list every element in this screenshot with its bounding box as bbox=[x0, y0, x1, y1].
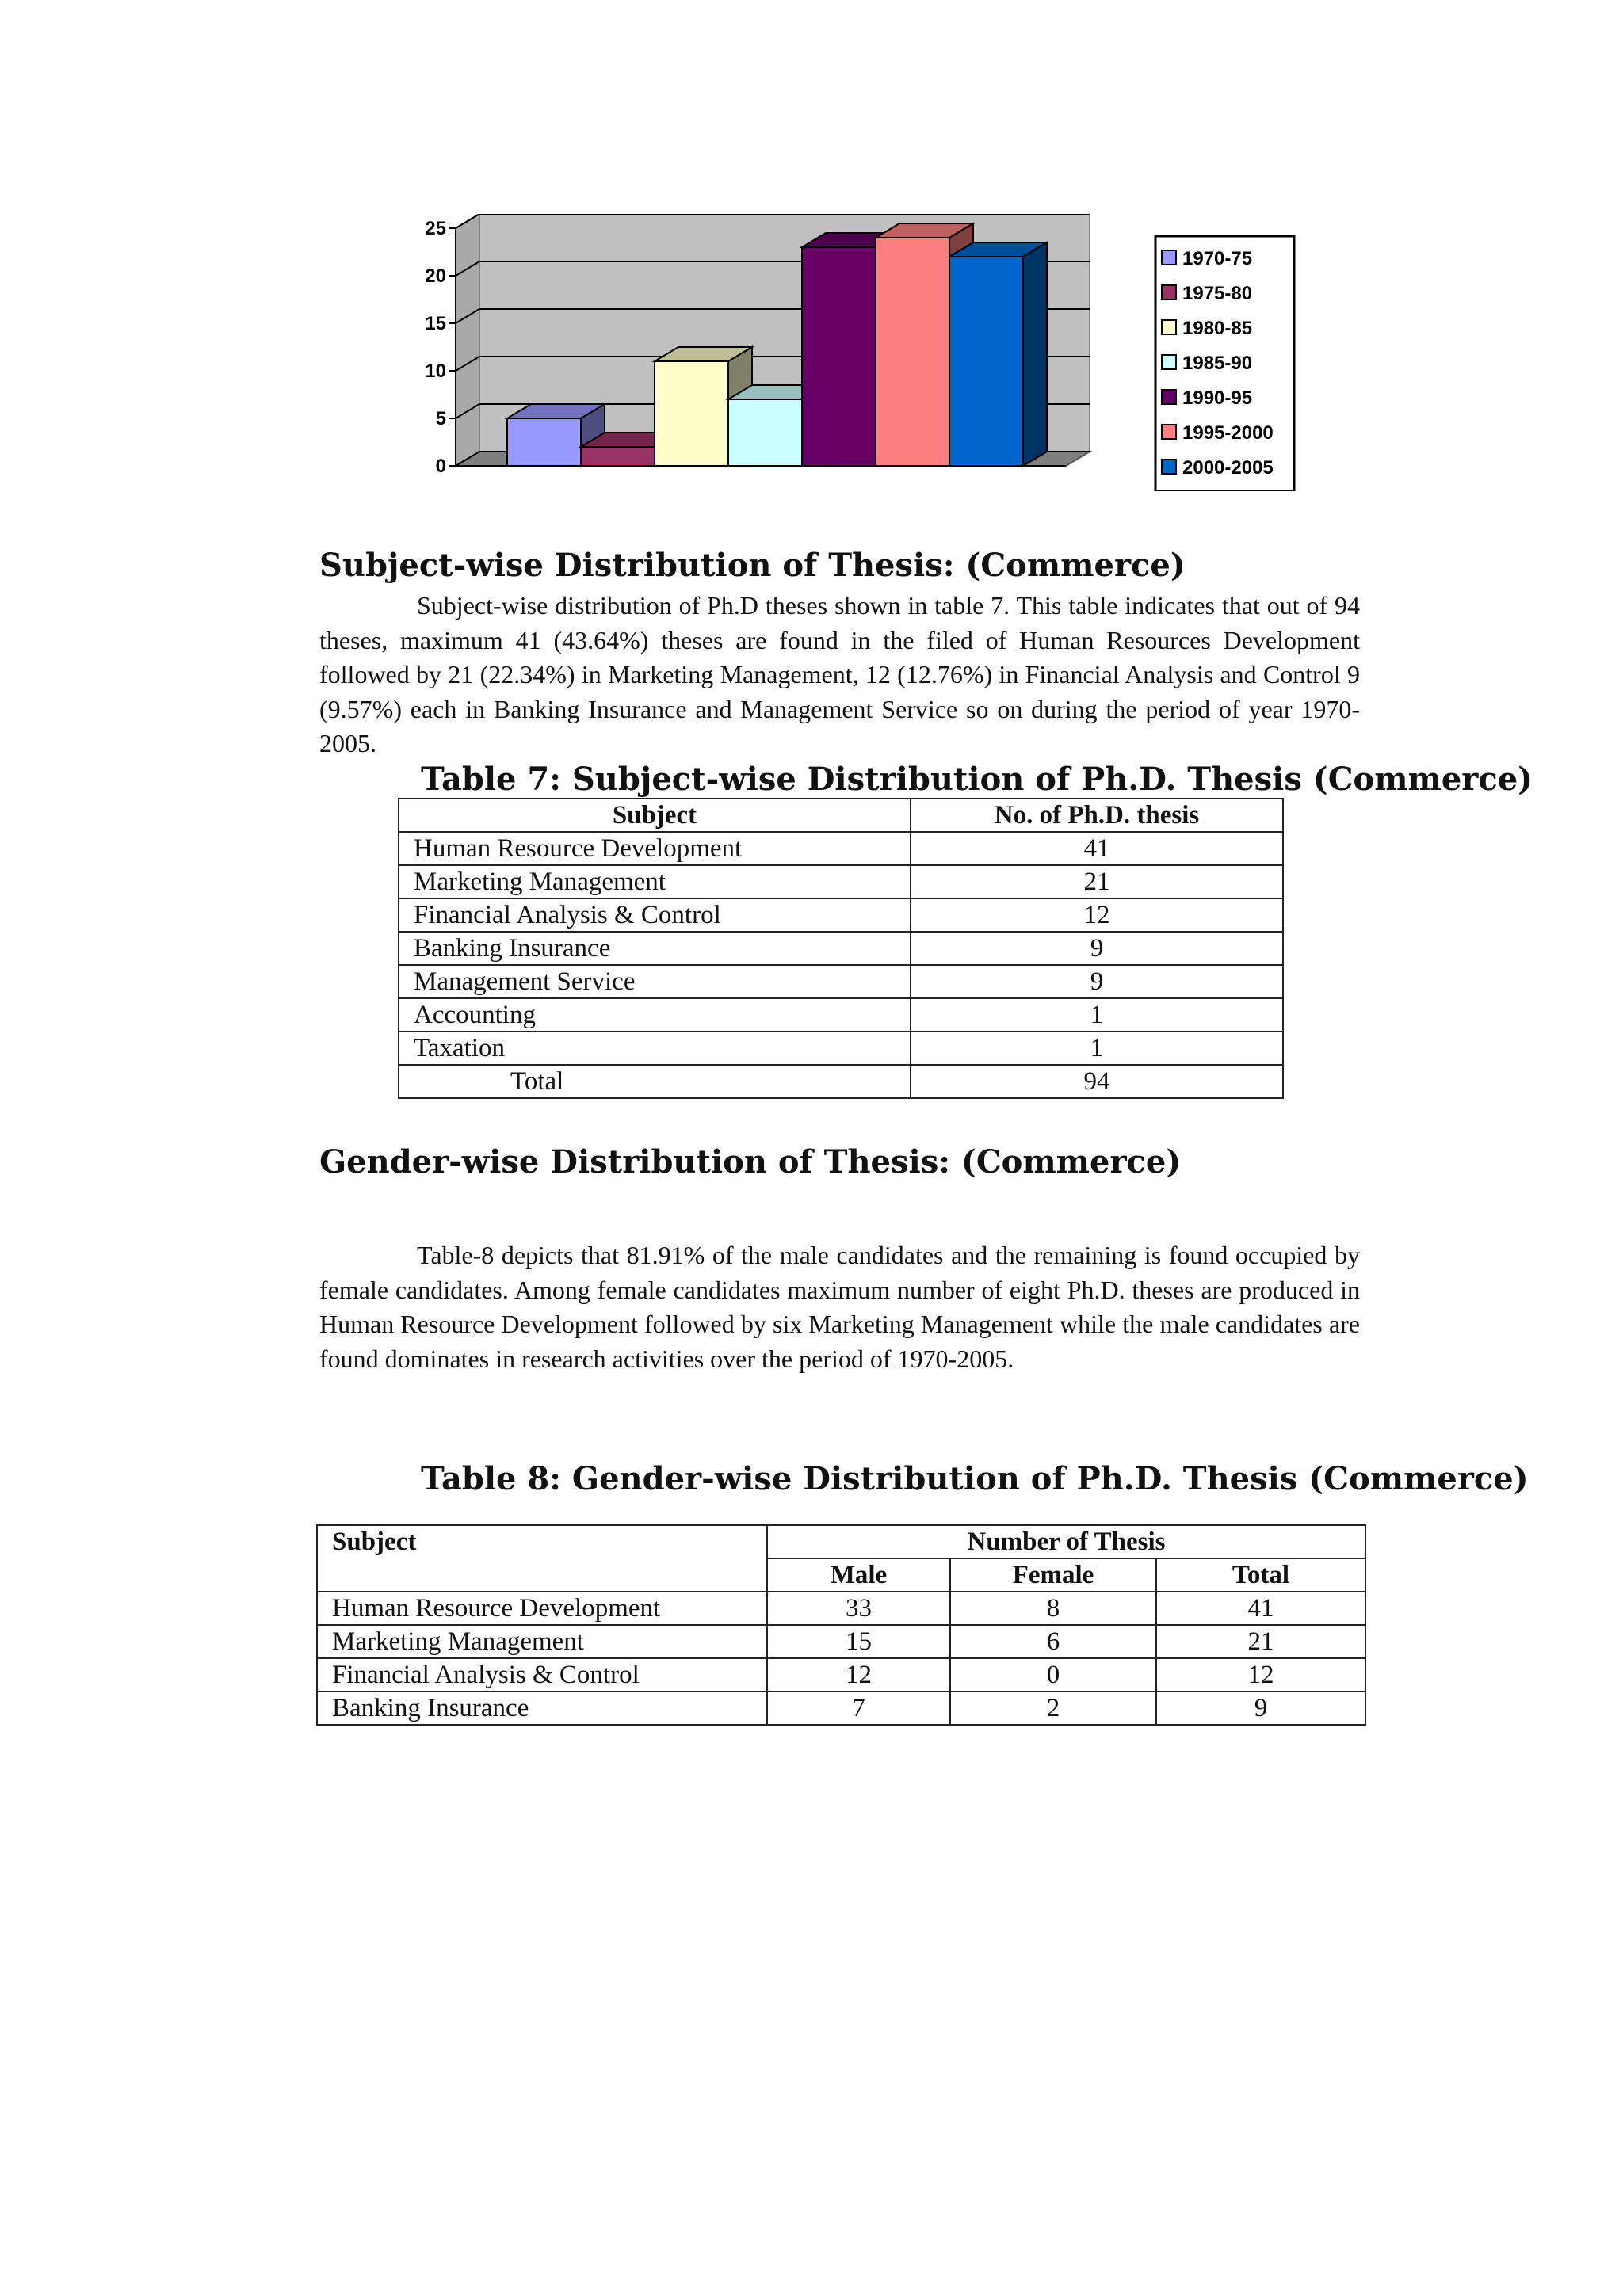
bar-chart bbox=[396, 214, 1316, 491]
bar-front bbox=[581, 447, 655, 466]
cell-total-label: Total bbox=[399, 1065, 911, 1098]
section-paragraph-gender-wise bbox=[319, 1238, 1360, 1376]
cell-male: 7 bbox=[767, 1691, 950, 1725]
cell-subject: Human Resource Development bbox=[317, 1592, 767, 1625]
cell-total: 12 bbox=[1156, 1658, 1365, 1691]
table-header-row bbox=[399, 799, 1283, 832]
column-header-female: Female bbox=[950, 1558, 1156, 1592]
cell-male: 12 bbox=[767, 1658, 950, 1691]
cell-total: 41 bbox=[1156, 1592, 1365, 1625]
legend-swatch bbox=[1162, 355, 1176, 369]
cell-count: 21 bbox=[911, 865, 1283, 898]
legend-label: 1995-2000 bbox=[1182, 422, 1274, 444]
cell-subject: Marketing Management bbox=[399, 865, 911, 898]
bar-side bbox=[1023, 242, 1047, 466]
chart-legend bbox=[1155, 236, 1294, 491]
legend-swatch bbox=[1162, 250, 1176, 265]
column-group-header: Number of Thesis bbox=[767, 1525, 1365, 1558]
legend-label: 1980-85 bbox=[1182, 318, 1253, 339]
table-row bbox=[399, 998, 1283, 1032]
legend-label: 2000-2005 bbox=[1182, 457, 1274, 479]
cell-subject: Human Resource Development bbox=[399, 832, 911, 865]
table-row bbox=[399, 1032, 1283, 1065]
bar-front bbox=[876, 238, 949, 466]
table-row bbox=[399, 865, 1283, 898]
cell-subject: Financial Analysis & Control bbox=[317, 1658, 767, 1691]
table-8 bbox=[316, 1524, 1366, 1726]
y-tick-label: 20 bbox=[425, 265, 446, 287]
table-7 bbox=[398, 798, 1284, 1099]
bar-front bbox=[802, 247, 876, 466]
legend-label: 1990-95 bbox=[1182, 387, 1253, 409]
legend-swatch bbox=[1162, 425, 1176, 439]
cell-subject: Banking Insurance bbox=[317, 1691, 767, 1725]
legend-label: 1975-80 bbox=[1182, 283, 1253, 304]
table-row bbox=[399, 898, 1283, 932]
cell-subject: Financial Analysis & Control bbox=[399, 898, 911, 932]
column-header-count: No. of Ph.D. thesis bbox=[911, 799, 1283, 832]
table-total-row bbox=[399, 1065, 1283, 1098]
paragraph-text: Subject-wise distribution of Ph.D theses shown in table 7. This table indicates that out of 94 theses, maximum 41 (43.64%) theses are found in the filed of Human Resources Development followed by 21 (22.34%) in Marketing Management, 12 (12.76%) in Financial Analysis and Control 9 (9.57%) each in Banking Insurance and Management Service so on during the period of year 1970-2005. bbox=[319, 591, 1360, 757]
cell-total: 9 bbox=[1156, 1691, 1365, 1725]
y-tick-label: 15 bbox=[425, 313, 446, 334]
cell-subject: Management Service bbox=[399, 965, 911, 998]
side-wall bbox=[456, 214, 479, 466]
table-row bbox=[317, 1691, 1365, 1725]
table-row bbox=[399, 832, 1283, 865]
cell-count: 41 bbox=[911, 832, 1283, 865]
cell-count: 1 bbox=[911, 1032, 1283, 1065]
cell-count: 1 bbox=[911, 998, 1283, 1032]
y-tick-label: 5 bbox=[435, 408, 446, 429]
cell-subject: Marketing Management bbox=[317, 1625, 767, 1658]
cell-male: 33 bbox=[767, 1592, 950, 1625]
cell-count: 9 bbox=[911, 932, 1283, 965]
section-heading-gender-wise: Gender-wise Distribution of Thesis: (Commerce) bbox=[319, 1143, 1182, 1180]
table-row bbox=[399, 932, 1283, 965]
bar-2000-2005 bbox=[949, 242, 1047, 466]
legend-label: 1985-90 bbox=[1182, 353, 1253, 374]
bar-front bbox=[507, 418, 581, 466]
cell-subject: Banking Insurance bbox=[399, 932, 911, 965]
column-header-subject: Subject bbox=[317, 1525, 767, 1592]
bar-front bbox=[655, 361, 728, 466]
y-tick-label: 25 bbox=[425, 218, 446, 239]
cell-female: 0 bbox=[950, 1658, 1156, 1691]
y-tick-label: 10 bbox=[425, 360, 446, 382]
paragraph-text: Table-8 depicts that 81.91% of the male candidates and the remaining is found occupied by female candidates. Among female candidates maximum number of eight Ph.D. theses are produced in Human Resource Development followed by six Marketing Management while the male candidates are found dominates in research activities over the period of 1970-2005. bbox=[319, 1241, 1360, 1373]
column-header-male: Male bbox=[767, 1558, 950, 1592]
legend-swatch bbox=[1162, 460, 1176, 474]
cell-female: 8 bbox=[950, 1592, 1156, 1625]
cell-male: 15 bbox=[767, 1625, 950, 1658]
table-row bbox=[317, 1592, 1365, 1625]
legend-swatch bbox=[1162, 320, 1176, 334]
cell-subject: Accounting bbox=[399, 998, 911, 1032]
column-header-total: Total bbox=[1156, 1558, 1365, 1592]
cell-female: 2 bbox=[950, 1691, 1156, 1725]
cell-count: 12 bbox=[911, 898, 1283, 932]
cell-count: 9 bbox=[911, 965, 1283, 998]
y-tick-label: 0 bbox=[435, 456, 446, 477]
legend-label: 1970-75 bbox=[1182, 248, 1253, 269]
table-row bbox=[317, 1658, 1365, 1691]
table-header-row bbox=[317, 1525, 1365, 1558]
legend-swatch bbox=[1162, 390, 1176, 404]
section-paragraph-subject-wise bbox=[319, 589, 1360, 761]
table-row bbox=[317, 1625, 1365, 1658]
bar-front bbox=[949, 257, 1023, 466]
cell-female: 6 bbox=[950, 1625, 1156, 1658]
bar-front bbox=[728, 399, 802, 466]
legend-swatch bbox=[1162, 285, 1176, 299]
cell-total-value: 94 bbox=[911, 1065, 1283, 1098]
table7-caption: Table 7: Subject-wise Distribution of Ph.D. Thesis (Commerce) bbox=[421, 761, 1533, 798]
column-header-subject: Subject bbox=[399, 799, 911, 832]
cell-total: 21 bbox=[1156, 1625, 1365, 1658]
table-row bbox=[399, 965, 1283, 998]
cell-subject: Taxation bbox=[399, 1032, 911, 1065]
section-heading-subject-wise: Subject-wise Distribution of Thesis: (Commerce) bbox=[319, 547, 1186, 584]
table8-caption: Table 8: Gender-wise Distribution of Ph.D. Thesis (Commerce) bbox=[421, 1460, 1529, 1497]
